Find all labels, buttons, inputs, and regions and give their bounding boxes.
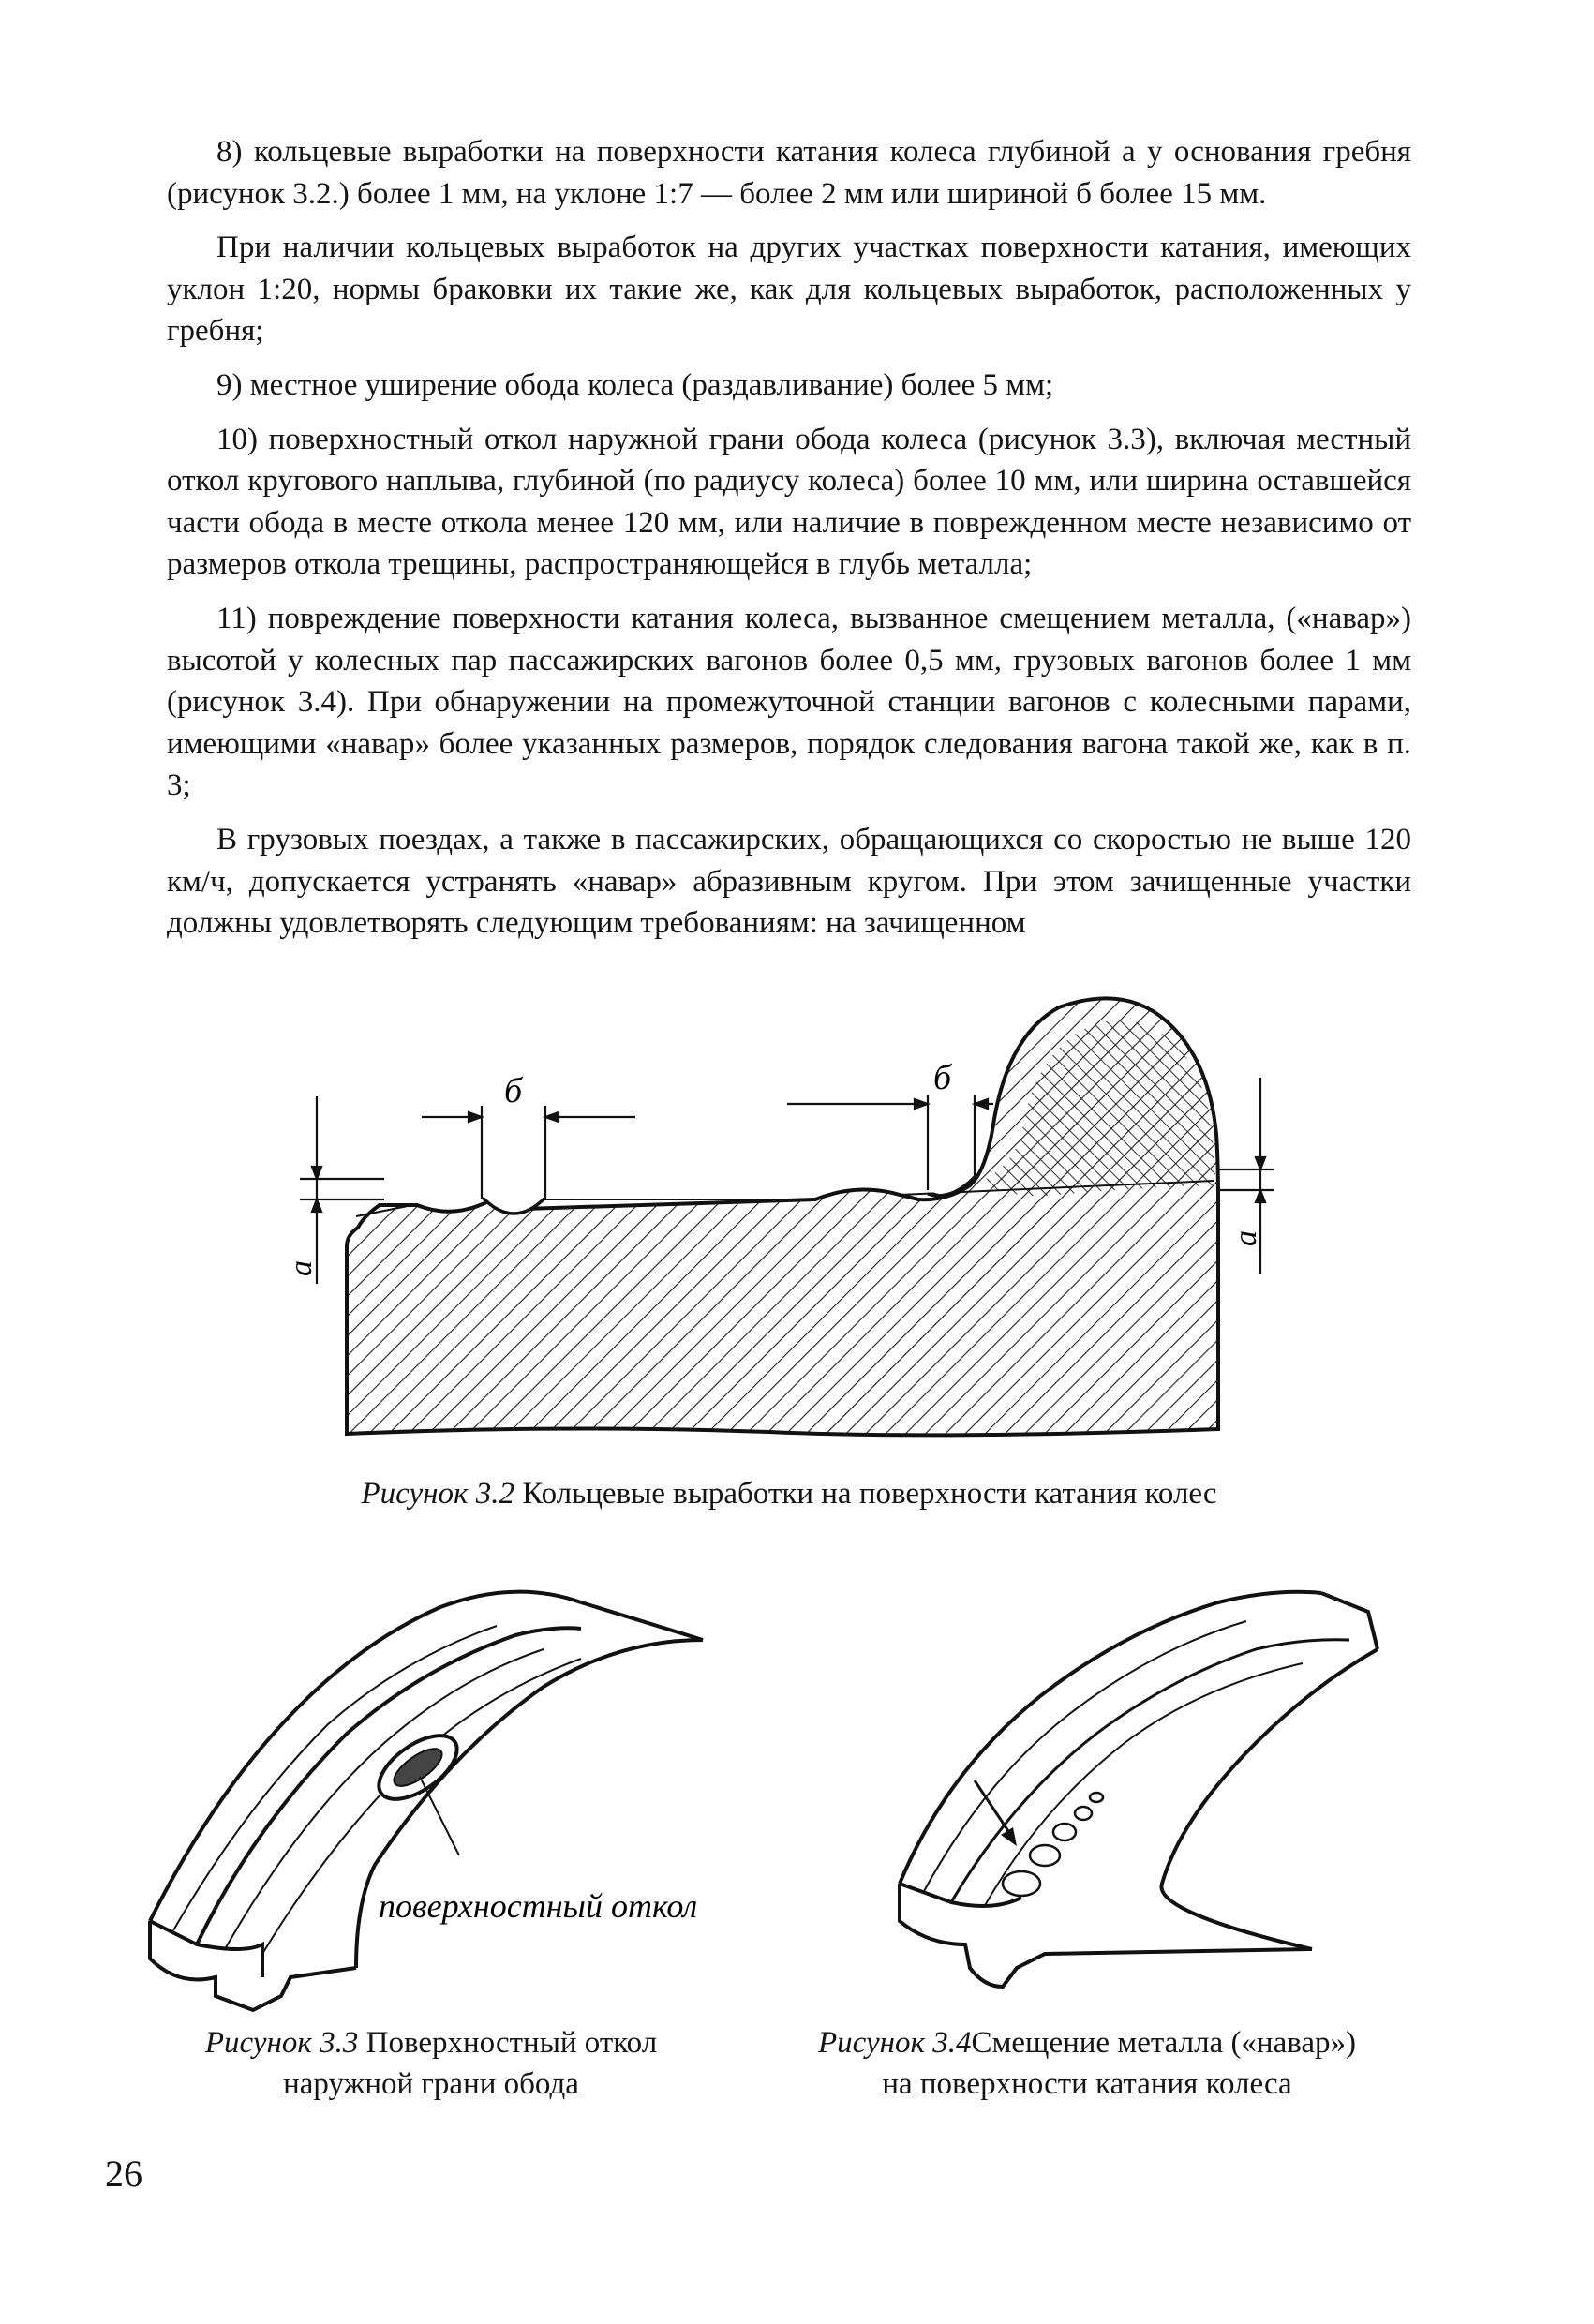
label-b-left: б [504, 1071, 523, 1110]
caption-text: Кольцевые выработки на поверхности катания колес [514, 1477, 1217, 1511]
label-b-right: б [933, 1058, 952, 1097]
paragraph-10: 10) поверхностный откол наружной грани обода колеса (рисунок 3.3), включая местный откол кругового наплыва, глубиной (по радиусу колеса) более 10 мм, или ширина оставшейся части обода в месте откола менее 120 мм, или наличие в поврежденном месте независимо от размеров откола трещины, распространяющейся в глубь металла; [167, 422, 1411, 582]
paragraph-11: 11) повреждение поверхности катания колеса, вызванное смещением металла, («навар») высотой у колесных пар пассажирских вагонов более 0,5 мм, грузовых вагонов более 1 мм (рисунок 3.4). При обнаружении на промежуточной станции вагонов с колесными парами, имеющими «навар» более указанных размеров, порядок следования вагона такой же, как в п. 3; [167, 601, 1411, 803]
figure-3-3-rim-chip [141, 1584, 759, 2015]
caption-line-2: наружной грани обода [283, 2067, 579, 2101]
caption-line-2: на поверхности катания колеса [882, 2067, 1292, 2101]
figure-3-2-wheel-section [281, 984, 1293, 1471]
paragraph-8: 8) кольцевые выработки на поверхности катания колеса глубиной а у основания гребня (рисунок 3.2.) более 1 мм, на уклоне 1:7 — более 2 мм или шириной б более 15 мм. [167, 135, 1411, 211]
paragraph-9: 9) местное уширение обода колеса (раздавливание) более 5 мм; [216, 367, 1054, 402]
label-a-right: a [1229, 1230, 1263, 1246]
caption-label: Рисунок 3.4 [817, 2026, 972, 2060]
paragraph-freight-trains: В грузовых поездах, а также в пассажирских, обращающихся со скоростью не выше 120 км/ч, допускается устранять «навар» абразивным кругом. При этом зачищенные участки должны удовлетворять следующим требованиям: на зачищенном [167, 822, 1411, 941]
label-a-left: a [284, 1260, 319, 1276]
figure-3-4-metal-displacement [881, 1574, 1406, 2005]
caption-label: Рисунок 3.3 [204, 2026, 359, 2060]
paragraph-ring-wear-norms: При наличии кольцевых выработок на других участках поверхности катания, имеющих уклон 1:20, нормы браковки их такие же, как для кольцевых выработок, расположенных у гребня; [167, 231, 1411, 349]
rim-drawing [900, 1592, 1378, 1987]
body-text [167, 131, 1411, 957]
wheel-profile [347, 998, 1218, 1435]
caption-line-1: Поверхностный откол [358, 2026, 658, 2060]
callout-surface-chip: поверхностный откол [379, 1887, 698, 1925]
caption-figure-3-3 [141, 2022, 722, 2105]
dimension-b-right [787, 1095, 993, 1190]
caption-figure-3-2 [167, 1473, 1411, 1514]
callout-line [420, 1777, 459, 1855]
rim-drawing [150, 1592, 703, 2010]
caption-label: Рисунок 3.2 [361, 1477, 514, 1511]
caption-line-1: Смещение металла («навар») [971, 2026, 1357, 2060]
page-number: 26 [105, 2153, 142, 2195]
caption-figure-3-4 [750, 2022, 1424, 2105]
